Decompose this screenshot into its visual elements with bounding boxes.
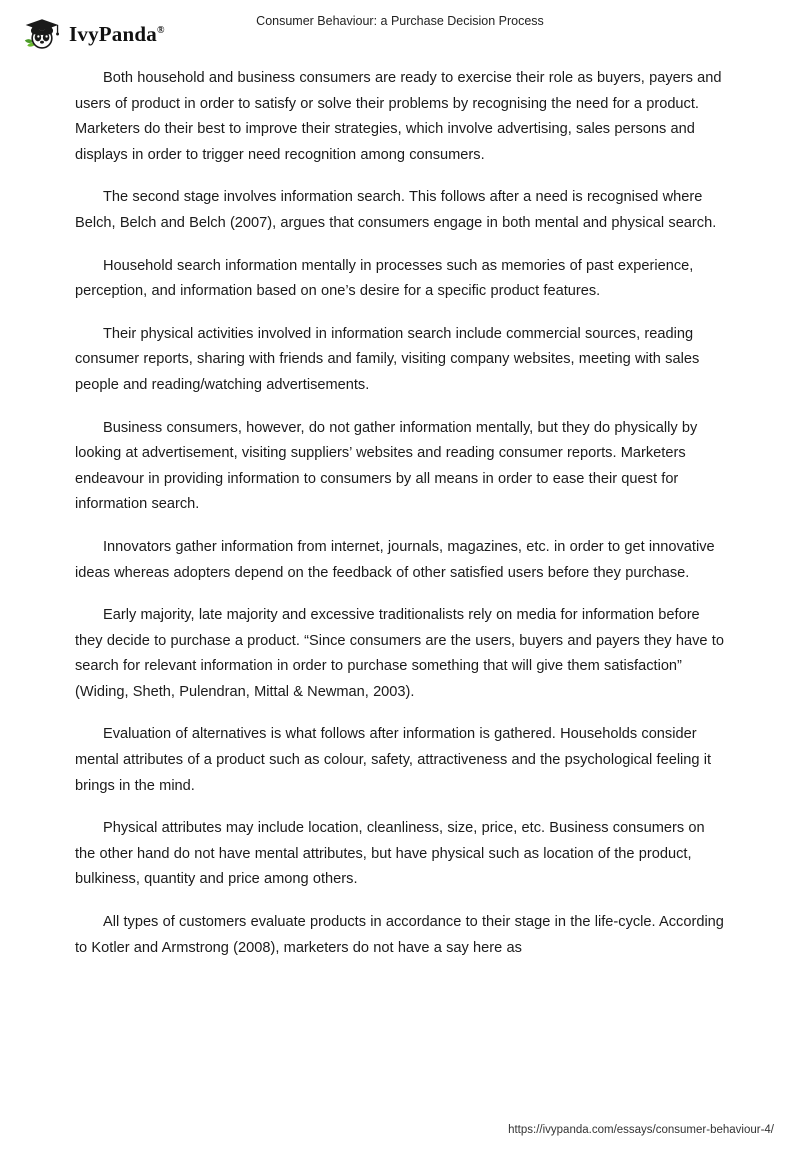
- brand-name-text: IvyPanda: [69, 21, 157, 46]
- paragraph: Their physical activities involved in information search include commercial sources, reading consumer reports, sharing with friends and family, visiting company websites, meeting with sales people and reading/watching advertisements.: [75, 325, 700, 393]
- paragraph: All types of customers evaluate products in accordance to their stage in the life-cycle. According to Kotler and Armstrong (2008), marketers do not have a say here as: [75, 914, 724, 956]
- paragraph: Physical attributes may include location, cleanliness, size, price, etc. Business consumers on the other hand do not have mental attributes, but have physical such as location of the product, bulkiness, quantity and price among others.: [75, 820, 705, 888]
- paragraph: Innovators gather information from internet, journals, magazines, etc. in order to get innovative ideas whereas adopters depend on the feedback of other satisfied users before they purchase.: [75, 538, 715, 581]
- document-title: Consumer Behaviour: a Purchase Decision Process: [256, 14, 544, 28]
- registered-mark: ®: [156, 24, 165, 36]
- page-footer: [508, 1124, 774, 1136]
- source-url-link[interactable]: https://ivypanda.com/essays/consumer-behaviour-4/: [508, 1124, 774, 1136]
- paragraph: Both household and business consumers are ready to exercise their role as buyers, payers and users of product in order to satisfy or solve their problems by recognising the need for a product. Marketers do their best to improve their strategies, which involve advertising, sales persons and displays in order to trigger need recognition among consumers.: [75, 70, 722, 163]
- document-body: [75, 66, 725, 978]
- paragraph: The second stage involves information search. This follows after a need is recognised where Belch, Belch and Belch (2007), argues that consumers engage in both mental and physical search.: [75, 189, 717, 231]
- page-header: [0, 0, 800, 62]
- paragraph: Household search information mentally in processes such as memories of past experience, perception, and information based on one’s desire for a specific product features.: [75, 257, 694, 300]
- paragraph: Early majority, late majority and excessive traditionalists rely on media for information before they decide to purchase a product. “Since consumers are the users, buyers and payers they have to search for relevant information in order to purchase something that will give them satisfaction” (Widing, Sheth, Pulendran, Mittal & Newman, 2003).: [75, 607, 724, 700]
- paragraph: Evaluation of alternatives is what follows after information is gathered. Households consider mental attributes of a product such as colour, safety, attractiveness and the psychological feeling it brings in the mind.: [75, 726, 712, 794]
- paragraph: Business consumers, however, do not gather information mentally, but they do physically by looking at advertisement, visiting suppliers’ websites and reading consumer reports. Marketers endeavour in providing information to consumers by all means in order to ease their quest for information search.: [75, 419, 698, 513]
